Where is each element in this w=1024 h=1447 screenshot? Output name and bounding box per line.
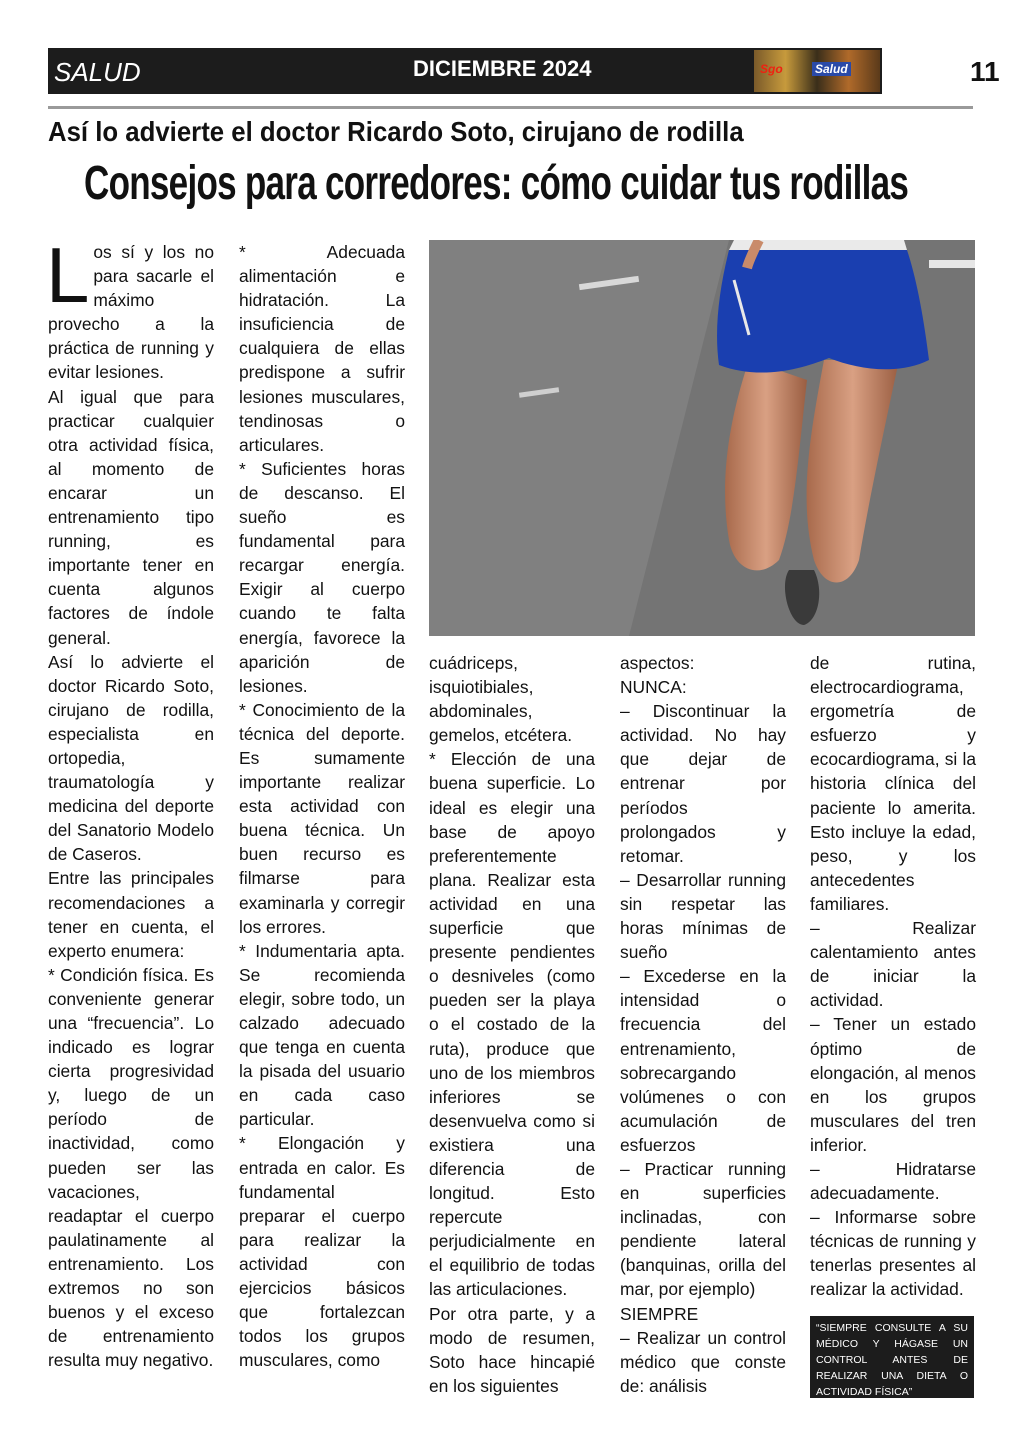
paragraph: cuádriceps, isquiotibiales, abdominales, gemelos, etcétera.	[429, 653, 573, 746]
paragraph: – Realizar un control médico que conste de: análisis	[620, 1327, 786, 1396]
article-column-4	[620, 651, 786, 1398]
drop-cap: L	[46, 231, 90, 319]
paragraph: – Tener un estado óptimo de elongación, al menos en los grupos musculares del tren inferior.	[810, 1014, 976, 1155]
article-column-2	[239, 240, 405, 1372]
paragraph: * Suficientes horas de descanso. El sueño es fundamental para recargar energía. Exigir al cuerpo cuando te falta energía, favorece la aparición de lesiones.	[239, 458, 405, 696]
paragraph: SIEMPRE	[620, 1303, 699, 1324]
paragraph: Al igual que para practicar cualquier otra actividad física, al momento de encarar un entrenamiento tipo running, es importante tener en cuenta algunos factores de índole general.	[48, 386, 214, 648]
runner-legs-photo	[429, 240, 975, 636]
logo-text-sgo: Sgo	[760, 62, 783, 76]
paragraph: – Discontinuar la actividad. No hay que dejar de entrenar por períodos prolongados y retomar.	[620, 701, 786, 866]
logo-text-salud: Salud	[812, 62, 851, 76]
page-number-box	[882, 48, 1000, 94]
paragraph: Por otra parte, y a modo de resumen, Soto hace hincapié en los siguientes	[429, 1303, 595, 1396]
paragraph: – Hidratarse adecuadamente.	[810, 1158, 976, 1204]
pull-quote: “SIEMPRE CONSULTE A SU MÉDICO Y HÁGASE UN CONTROL ANTES DE REALIZAR UNA DIETA O ACTIVIDAD FÍSICA”	[810, 1316, 974, 1398]
paragraph: Así lo advierte el doctor Ricardo Soto, cirujano de rodilla, especialista en ortopedia, traumatología y medicina del deporte del Sanatorio Modelo de Caseros.	[48, 651, 214, 865]
paragraph: * Elongación y entrada en calor. Es fundamental preparar el cuerpo para realizar la actividad con ejercicios básicos que fortalezcan todos los grupos musculares, como	[239, 1133, 405, 1371]
paragraph: – Practicar running en superficies inclinadas, con pendiente lateral (banquinas, orilla del mar, por ejemplo)	[620, 1158, 786, 1300]
paragraph: – Informarse sobre técnicas de running y tenerlas presentes al realizar la actividad.	[810, 1207, 976, 1300]
paragraph: * Indumentaria apta. Se recomienda elegir, sobre todo, un calzado adecuado que tenga en cuenta la pisada del usuario en cada caso particular.	[239, 940, 405, 1130]
paragraph: * Condición física. Es conveniente generar una “frecuencia”. Lo indicado es lograr cierta progresividad y, luego de un período de inactividad, como pueden ser las vacaciones, readaptar el cuerpo paulatinamente al entrenamiento. Los extremos no son buenos y el exceso de entrenamiento resulta muy negativo.	[48, 964, 214, 1371]
paragraph: – Desarrollar running sin respetar las horas mínimas de sueño	[620, 869, 786, 963]
page-number: 11	[970, 56, 1000, 87]
header-divider	[48, 106, 973, 109]
paragraph: NUNCA:	[620, 677, 687, 698]
paragraph: * Conocimiento de la técnica del deporte. Es sumamente importante realizar esta actividad con buena técnica. Un buen recurso es filmarse para examinarla y corregir los errores.	[239, 699, 405, 937]
article-column-3	[429, 651, 595, 1398]
paragraph: – Excederse en la intensidad o frecuencia del entrenamiento, sobrecargando volúmenes o con acumulación de esfuerzos	[620, 966, 786, 1155]
article-column-1	[46, 231, 214, 1372]
paragraph: aspectos:	[620, 653, 695, 673]
runner-illustration	[429, 240, 975, 636]
paragraph: * Adecuada alimentación e hidratación. La insuficiencia de cualquiera de ellas predispone a sufrir lesiones musculares, tendinosas o articulares.	[239, 242, 405, 455]
issue-date: DICIEMBRE 2024	[413, 56, 592, 81]
paragraph: os sí y los no para sacarle el máximo provecho a la práctica de running y evitar lesiones.	[48, 242, 214, 383]
paragraph: de rutina, electrocardiograma, ergometría de esfuerzo y ecocardiograma, si la historia clínica del paciente lo amerita. Esto incluye la edad, peso, y los antecedentes familiares.	[810, 653, 976, 914]
article-column-5	[810, 651, 976, 1302]
paragraph: – Realizar calentamiento antes de iniciar la actividad.	[810, 918, 976, 1011]
section-label: SALUD	[54, 57, 141, 87]
page-header	[48, 48, 1000, 94]
publication-logo	[754, 50, 880, 92]
paragraph: Entre las principales recomendaciones a tener en cuenta, el experto enumera:	[48, 868, 214, 961]
paragraph: * Elección de una buena superficie. Lo ideal es elegir una base de apoyo preferentemente plana. Realizar esta actividad en una superficie que presente pendientes o desniveles (como pueden ser la playa o el costado de la ruta), produce que uno de los miembros inferiores se desenvuelva como si existiera una diferencia de longitud. Esto repercute perjudicialmente en el equilibrio de todas las articulaciones.	[429, 749, 595, 1300]
article-kicker: Así lo advierte el doctor Ricardo Soto, cirujano de rodilla	[48, 116, 744, 147]
article-headline: Consejos para corredores: cómo cuidar tus rodillas	[84, 157, 909, 210]
